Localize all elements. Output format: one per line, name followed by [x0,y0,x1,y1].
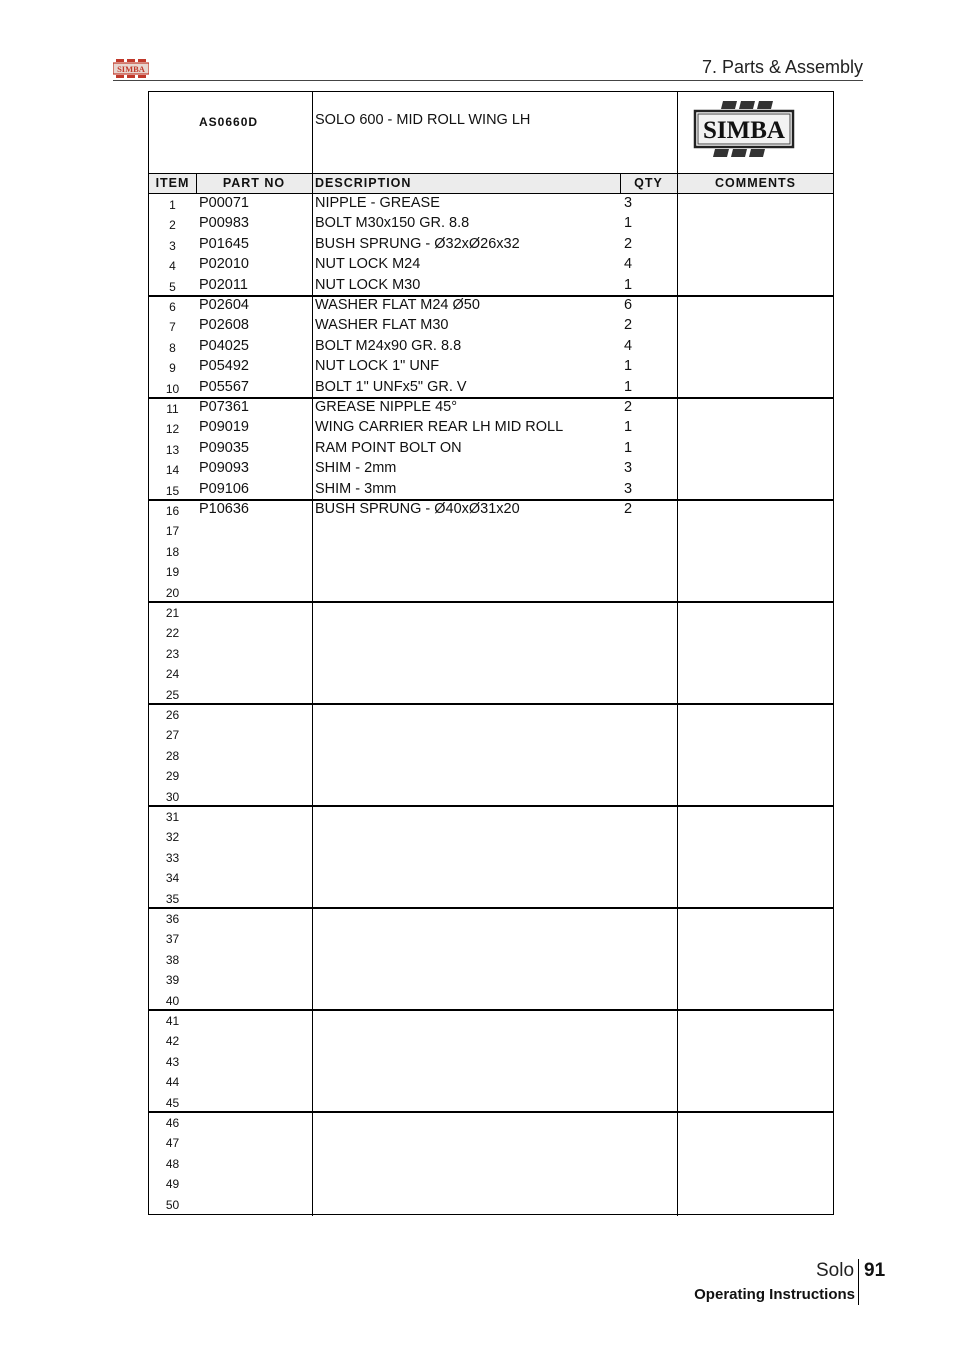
table-row [149,459,833,479]
table-row [149,1030,833,1050]
item-number: 35 [165,891,180,906]
row-divider [149,1009,833,1011]
part-number: P05492 [199,358,249,375]
item-number: 24 [165,667,180,682]
part-description: BUSH SPRUNG - Ø40xØ31x20 [315,501,520,517]
part-qty: 2 [624,399,633,415]
part-qty: 1 [624,419,633,436]
row-divider [149,193,833,194]
column-divider [196,173,197,193]
table-row [149,704,833,724]
part-description: SHIM - 2mm [315,460,397,477]
footer-subtitle: Operating Instructions [694,1286,855,1303]
part-description: RAM POINT BOLT ON [315,439,462,456]
item-number: 18 [165,544,180,559]
item-number: 39 [165,973,180,988]
row-divider [149,601,833,603]
item-number: 31 [165,810,180,824]
item-number: 27 [165,728,180,743]
table-row [149,582,833,602]
table-row [149,194,833,214]
part-qty: 1 [624,215,633,232]
item-number: 28 [165,748,180,763]
item-number: 40 [165,993,180,1008]
item-number: 14 [165,463,180,478]
table-row [149,541,833,561]
table-row [149,888,833,908]
item-number: 42 [165,1034,180,1049]
part-description: NIPPLE - GREASE [315,195,440,211]
part-number: P07361 [199,399,249,415]
row-divider [149,1111,833,1113]
svg-text:SIMBA: SIMBA [703,117,785,144]
part-qty: 1 [624,276,633,293]
column-divider [677,92,678,1216]
table-row [149,235,833,255]
item-number: 48 [165,1156,180,1171]
item-number: 12 [165,422,180,437]
table-row [149,439,833,459]
part-qty: 2 [624,235,633,252]
item-number: 44 [165,1075,180,1090]
part-number: P00071 [199,195,249,211]
table-row [149,990,833,1010]
table-row [149,1071,833,1091]
svg-text:SIMBA: SIMBA [117,64,145,74]
table-row [149,418,833,438]
table-row [149,1132,833,1152]
row-divider [149,295,833,297]
parts-table [148,91,834,1215]
item-number: 34 [165,871,180,886]
part-description: BOLT M24x90 GR. 8.8 [315,337,462,354]
table-row [149,337,833,357]
part-description: NUT LOCK 1" UNF [315,358,440,375]
table-row [149,255,833,275]
table-row [149,520,833,540]
item-number: 43 [165,1054,180,1069]
header-rule [113,80,863,81]
item-number: 4 [169,259,176,274]
item-number: 22 [165,626,180,641]
table-row [149,908,833,928]
table-row [149,867,833,887]
table-row [149,214,833,234]
item-number: 41 [165,1014,180,1028]
column-header-description: DESCRIPTION [315,176,412,190]
simba-logo [693,98,795,162]
table-row [149,1153,833,1173]
table-row [149,296,833,316]
item-number: 5 [169,279,176,294]
column-header-part-no: PART NO [222,176,286,190]
part-qty: 2 [624,501,633,517]
item-number: 15 [165,483,180,498]
item-number: 7 [169,320,176,335]
part-qty: 2 [624,317,633,334]
part-number: P04025 [199,337,249,354]
part-description: WASHER FLAT M30 [315,317,449,334]
table-row [149,949,833,969]
item-number: 29 [165,769,180,784]
part-description: WING CARRIER REAR LH MID ROLL [315,419,564,436]
part-qty: 1 [624,378,633,395]
part-qty: 3 [624,460,633,477]
part-qty: 3 [624,195,633,211]
assembly-code: AS0660D [199,115,259,129]
part-qty: 6 [624,297,633,313]
part-number: P00983 [199,215,249,232]
item-number: 1 [169,198,176,212]
item-number: 33 [165,850,180,865]
column-header-qty: QTY [634,176,663,190]
table-row [149,1173,833,1193]
table-row [149,398,833,418]
section-title: 7. Parts & Assembly [701,57,863,77]
part-description: WASHER FLAT M24 Ø50 [315,297,480,313]
table-row [149,806,833,826]
assembly-description: SOLO 600 - MID ROLL WING LH [315,112,531,128]
part-number: P09106 [199,480,249,497]
item-number: 16 [165,504,180,518]
item-number: 45 [165,1095,180,1110]
item-number: 13 [165,442,180,457]
part-qty: 4 [624,256,633,273]
part-description: NUT LOCK M24 [315,256,421,273]
table-row [149,643,833,663]
column-header-item: ITEM [155,176,190,190]
part-description: SHIM - 3mm [315,480,397,497]
column-divider [620,173,621,193]
table-row [149,316,833,336]
table-row [149,786,833,806]
column-header-comments: COMMENTS [715,176,796,190]
item-number: 6 [169,300,176,314]
table-row [149,480,833,500]
part-qty: 4 [624,337,633,354]
item-number: 50 [165,1197,180,1212]
part-number: P01645 [199,235,249,252]
footer-divider [858,1259,859,1305]
part-description: BOLT M30x150 GR. 8.8 [315,215,470,232]
item-number: 19 [165,565,180,580]
row-divider [149,173,833,174]
item-number: 32 [165,830,180,845]
table-row [149,847,833,867]
part-qty: 1 [624,439,633,456]
item-number: 26 [165,708,180,722]
item-number: 17 [165,524,180,539]
row-divider [149,907,833,909]
table-row [149,928,833,948]
part-number: P05567 [199,378,249,395]
item-number: 47 [165,1136,180,1151]
table-row [149,378,833,398]
table-row [149,684,833,704]
table-row [149,663,833,683]
part-description: BUSH SPRUNG - Ø32xØ26x32 [315,235,520,252]
part-description: NUT LOCK M30 [315,276,421,293]
table-row [149,1092,833,1112]
table-row [149,1010,833,1030]
item-number: 21 [165,606,180,620]
row-divider [149,499,833,501]
table-row [149,622,833,642]
table-row [149,1112,833,1132]
item-number: 3 [169,238,176,253]
row-divider [149,397,833,399]
part-number: P02011 [199,276,248,293]
row-divider [149,703,833,705]
table-row [149,1194,833,1214]
item-number: 25 [165,687,180,702]
table-row [149,745,833,765]
item-number: 38 [165,952,180,967]
table-row [149,969,833,989]
item-number: 36 [165,912,180,926]
table-row [149,765,833,785]
footer-product: Solo [816,1260,855,1281]
table-row [149,1051,833,1071]
part-number: P09035 [199,439,249,456]
item-number: 30 [165,789,180,804]
item-number: 8 [169,340,176,355]
item-number: 20 [165,585,180,600]
column-divider [312,92,313,1216]
table-row [149,276,833,296]
item-number: 46 [165,1116,180,1130]
item-number: 37 [165,932,180,947]
part-number: P10636 [199,501,249,517]
part-description: GREASE NIPPLE 45° [315,399,457,415]
part-qty: 3 [624,480,633,497]
part-number: P09019 [199,419,249,436]
item-number: 11 [166,402,179,416]
table-row [149,826,833,846]
part-number: P02010 [199,256,249,273]
table-row [149,602,833,622]
page-number: 91 [864,1260,886,1281]
part-qty: 1 [624,358,633,375]
table-row [149,357,833,377]
table-row [149,561,833,581]
item-number: 2 [169,218,176,233]
item-number: 10 [165,381,180,396]
part-number: P09093 [199,460,249,477]
item-number: 23 [165,646,180,661]
part-description: BOLT 1" UNFx5" GR. V [315,378,467,395]
row-divider [149,805,833,807]
item-number: 9 [169,361,176,376]
part-number: P02608 [199,317,249,334]
table-row [149,500,833,520]
item-number: 49 [165,1177,180,1192]
table-row [149,724,833,744]
simba-small-logo [113,59,149,78]
part-number: P02604 [199,297,249,313]
